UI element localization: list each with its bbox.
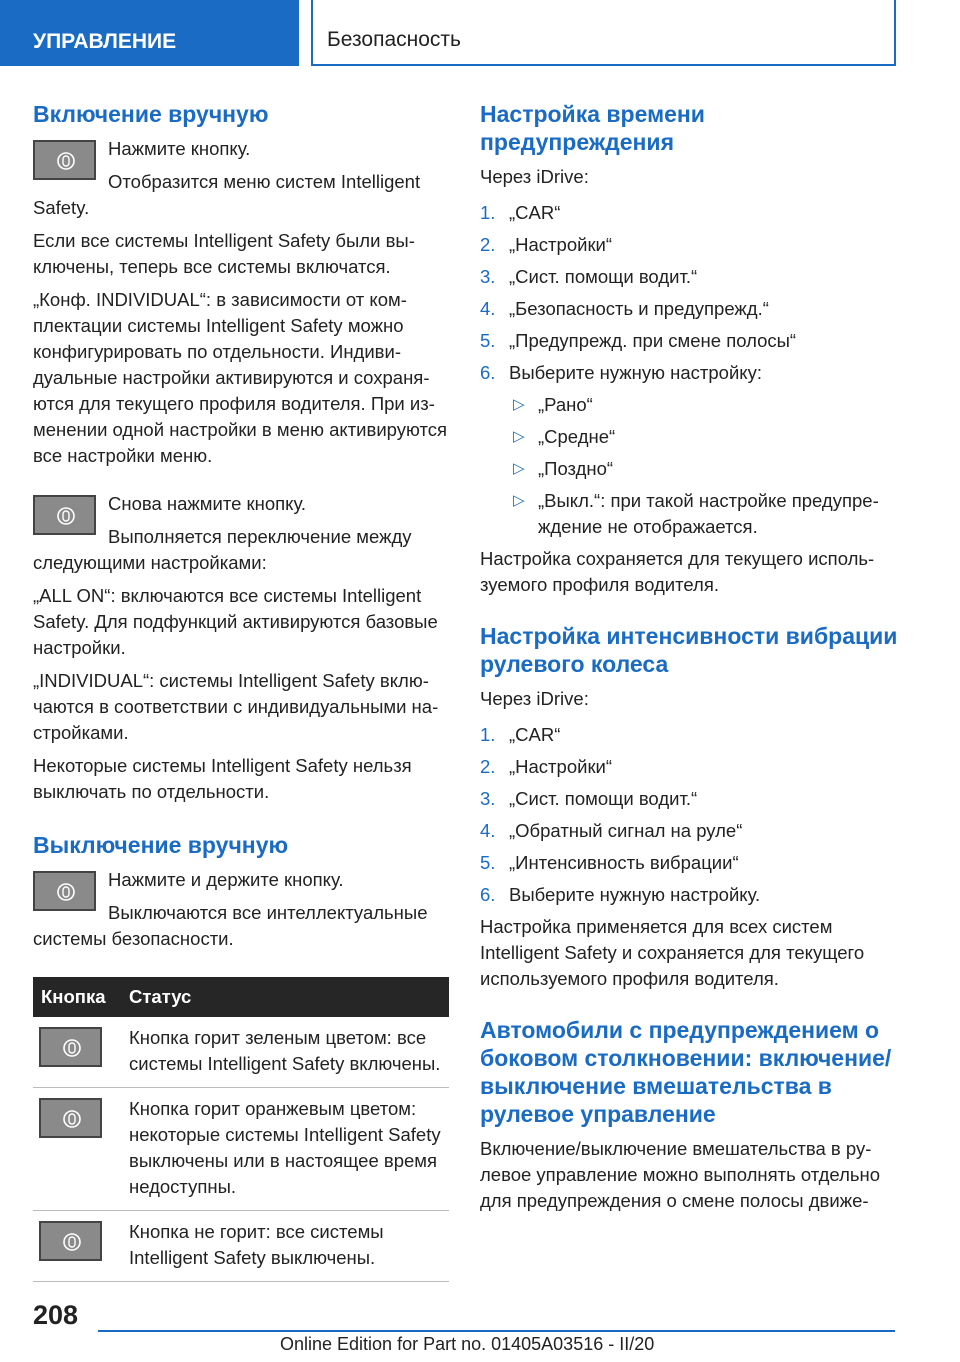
page-number: 208 — [33, 1300, 79, 1330]
left-column — [33, 100, 449, 1282]
table-header-status: Статус — [121, 977, 449, 1017]
heading-warning-time: Настройка времени предупреждения — [480, 101, 705, 155]
triangle-bullet-icon: ▷ — [513, 460, 525, 477]
paragraph: „INDIVIDUAL“: системы Intelligent Safety включаются в соответствии с индивидуальными настройками. — [33, 670, 439, 743]
table-cell-status: Кнопка горит зеленым цветом: все системы Intelligent Safety включены. — [121, 1017, 449, 1088]
table-cell-status: Кнопка горит оранжевым цветом: некоторые системы Intelligent Safety выключены или в настоящее время недоступны. — [121, 1088, 449, 1211]
page-header — [0, 0, 960, 66]
paragraph: Нажмите и держите кнопку. — [108, 869, 344, 890]
footer-divider — [98, 1330, 895, 1332]
edition-text: Online Edition for Part no. 01405A03516 - II/20 — [280, 1334, 655, 1354]
button-status-table — [33, 977, 449, 1282]
paragraph: Если все системы Intelligent Safety были выключены, теперь все системы включатся. — [33, 230, 415, 277]
list-item: 3. „Сист. помощи водит.“ — [480, 266, 698, 287]
button-green-icon — [39, 1027, 102, 1067]
list-item: 6. Выберите нужную настройку: — [480, 362, 762, 383]
paragraph: Снова нажмите кнопку. — [108, 493, 306, 514]
list-item: 6. Выберите нужную настройку. — [480, 884, 761, 905]
heading-vibration: Настройка интенсивности вибрации рулевого колеса — [480, 623, 898, 677]
list-item: ▷ „Рано“ — [509, 392, 900, 418]
paragraph: Через iDrive: — [480, 166, 589, 187]
list-item: 5. „Интенсивность вибрации“ — [480, 852, 739, 873]
list-item: 2. „Настройки“ — [480, 234, 613, 255]
section-title: Безопасность — [311, 0, 896, 66]
warning-time-options — [509, 392, 900, 540]
intelligent-safety-button-icon — [33, 495, 96, 535]
button-instruction-3 — [33, 867, 449, 959]
list-item: ▷ „Выкл.“: при такой настройке предупреждение не отображается. — [509, 488, 900, 540]
button-instruction-1 — [33, 136, 449, 228]
paragraph: Нажмите кнопку. — [108, 138, 251, 159]
list-item: 5. „Предупрежд. при смене полосы“ — [480, 330, 797, 351]
list-item: 4. „Обратный сигнал на руле“ — [480, 820, 743, 841]
triangle-bullet-icon: ▷ — [513, 428, 525, 445]
paragraph: Выполняется переключение между следующими настройками: — [33, 526, 412, 573]
paragraph: „Конф. INDIVIDUAL“: в зависимости от комплектации системы Intelligent Safety можно конфигурировать по отдельности. Индивидуальные настройки активируются и сохраняются для текущего профиля водителя. При изменении одной настройки в меню активируются все настройки меню. — [33, 289, 448, 466]
list-item: 1. „CAR“ — [480, 202, 561, 223]
right-column — [480, 100, 900, 1221]
paragraph: Некоторые системы Intelligent Safety нельзя выключать по отдельности. — [33, 755, 412, 802]
paragraph: Настройка сохраняется для текущего используемого профиля водителя. — [480, 548, 875, 595]
intelligent-safety-button-icon — [33, 140, 96, 180]
heading-off-manual: Выключение вручную — [33, 832, 289, 858]
triangle-bullet-icon: ▷ — [513, 396, 525, 413]
list-item: 2. „Настройки“ — [480, 756, 613, 777]
table-row — [33, 1017, 449, 1088]
table-row — [33, 1088, 449, 1211]
paragraph: Выключаются все интеллектуальные системы безопасности. — [33, 902, 428, 949]
paragraph: Включение/выключение вмешательства в рулевое управление можно выполнять отдельно для предупреждения о смене полосы движе- — [480, 1138, 881, 1211]
intelligent-safety-button-icon — [33, 871, 96, 911]
list-item: ▷ „Поздно“ — [509, 456, 900, 482]
steps-warning-time — [480, 200, 900, 386]
list-item: 1. „CAR“ — [480, 724, 561, 745]
table-cell-status: Кнопка не горит: все системы Intelligent Safety выключены. — [121, 1211, 449, 1282]
table-row — [33, 1211, 449, 1282]
paragraph: „ALL ON“: включаются все системы Intelligent Safety. Для подфункций активируются базовые настройки. — [33, 585, 438, 658]
list-item: 4. „Безопасность и предупрежд.“ — [480, 298, 769, 319]
steps-vibration — [480, 722, 900, 908]
button-orange-icon — [39, 1098, 102, 1138]
triangle-bullet-icon: ▷ — [513, 492, 525, 509]
chapter-tab[interactable]: УПРАВЛЕНИЕ — [0, 0, 299, 66]
paragraph: Отобразится меню систем Intelligent Safety. — [33, 171, 421, 218]
list-item: 3. „Сист. помощи водит.“ — [480, 788, 698, 809]
paragraph: Через iDrive: — [480, 688, 589, 709]
heading-on-manual: Включение вручную — [33, 101, 269, 127]
table-header-button: Кнопка — [33, 977, 121, 1017]
list-item: ▷ „Средне“ — [509, 424, 900, 450]
heading-side-collision: Автомобили с предупреждением о боковом столкновении: включение/выключение вмешательства в рулевое управление — [480, 1017, 892, 1127]
button-off-icon — [39, 1221, 102, 1261]
button-instruction-2 — [33, 491, 449, 583]
paragraph: Настройка применяется для всех систем Intelligent Safety и сохраняется для текущего используемого профиля водителя. — [480, 916, 865, 989]
